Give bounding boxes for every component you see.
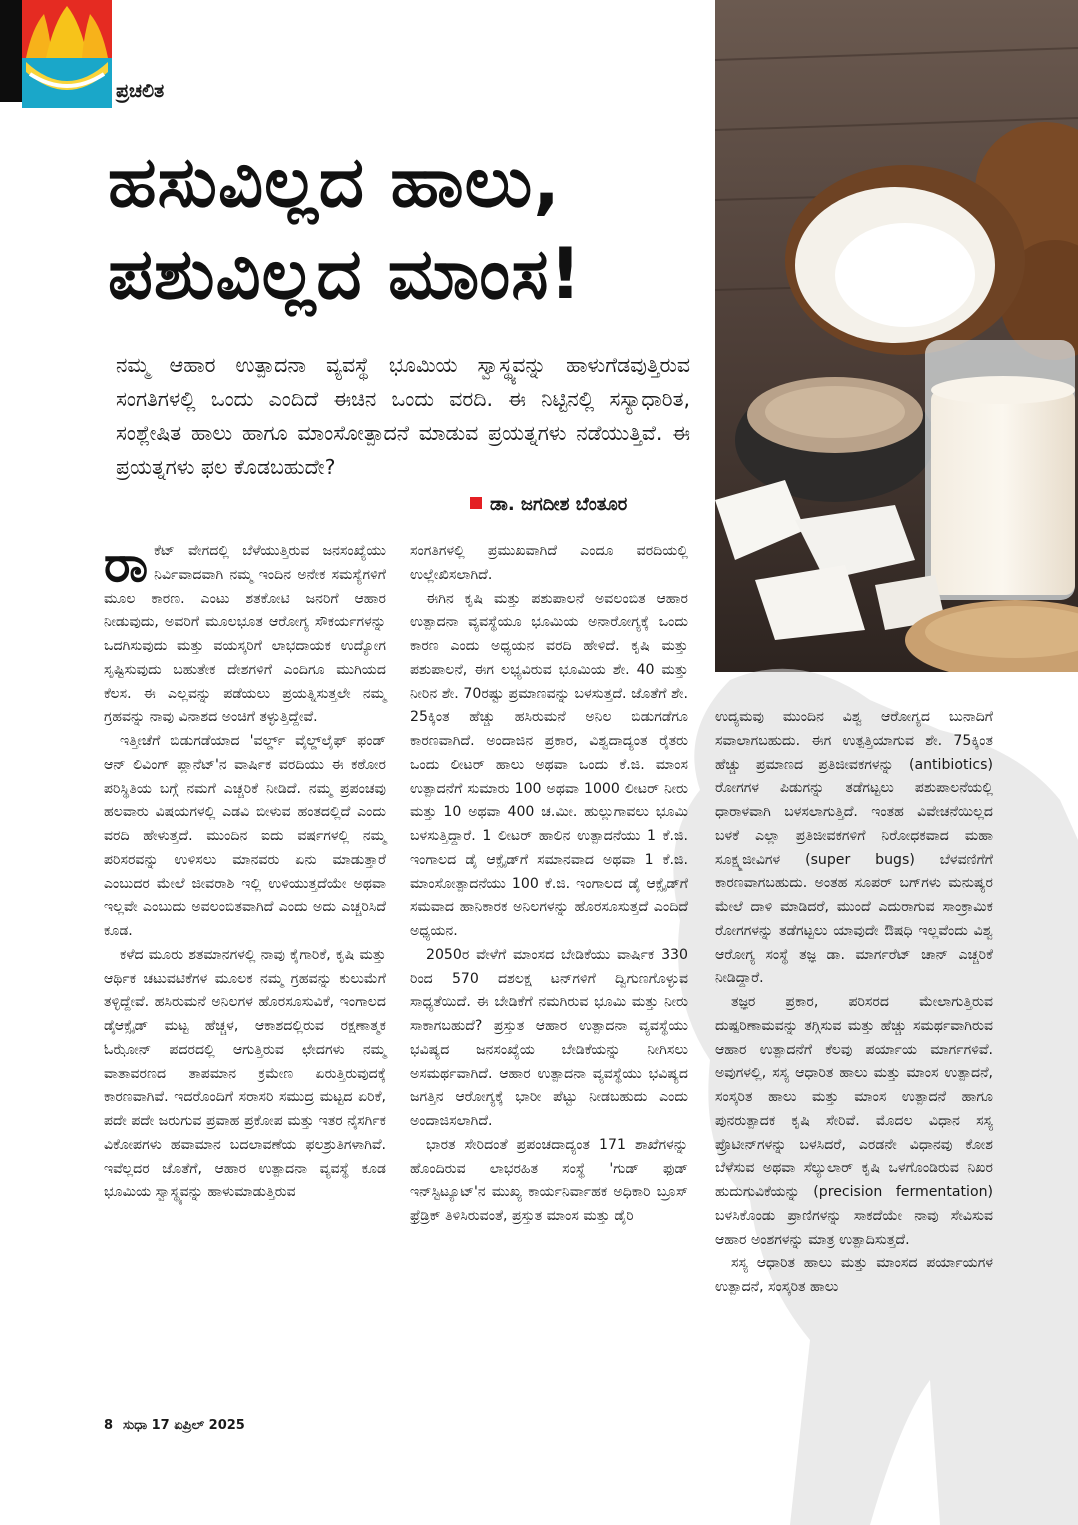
body-paragraph: ತಜ್ಞರ ಪ್ರಕಾರ, ಪರಿಸರದ ಮೇಲಾಗುತ್ತಿರುವ ದುಷ್ಪರಿಣಾಮವನ್ನು ತಗ್ಗಿಸುವ ಮತ್ತು ಹೆಚ್ಚು ಸಮರ್ಥವಾಗಿರುವ ಆಹಾರ ಉತ್ಪಾದನೆಗೆ ಕೆಲವು ಪರ್ಯಾಯ ಮಾರ್ಗಗಳಿವೆ. ಅವುಗಳಲ್ಲಿ, ಸಸ್ಯ ಆಧಾರಿತ ಹಾಲು ಮತ್ತು ಮಾಂಸ ಉತ್ಪಾದನೆ, ಸಂಸ್ಕರಿತ ಹಾಲು ಮತ್ತು ಮಾಂಸ ಉತ್ಪಾದನೆ ಹಾಗೂ ಪುನರುತ್ಪಾದಕ ಕೃಷಿ ಸೇರಿವೆ. ಮೊದಲ ವಿಧಾನ ಸಸ್ಯ ಪ್ರೊಟೀನ್‌ಗಳನ್ನು ಬಳಸಿದರೆ, ಎರಡನೇ ವಿಧಾನವು ಕೋಶ ಬೆಳೆಸುವ ಅಥವಾ ಸೆಲ್ಯುಲಾರ್ ಕೃಷಿ ಒಳಗೊಂಡಿರುವ ನಿಖರ ಹುದುಗುವಿಕೆಯನ್ನು (precision fermentation) ಬಳಸಿಕೊಂಡು ಪ್ರಾಣಿಗಳನ್ನು ಸಾಕದೆಯೇ ನಾವು ಸೇವಿಸುವ ಆಹಾರ ಅಂಶಗಳನ್ನು ಮಾತ್ರ ಉತ್ಪಾದಿಸುತ್ತದೆ. xyxy=(715,994,993,1248)
body-paragraph: ಕಳೆದ ಮೂರು ಶತಮಾನಗಳಲ್ಲಿ ನಾವು ಕೈಗಾರಿಕೆ, ಕೃಷಿ ಮತ್ತು ಆರ್ಥಿಕ ಚಟುವಟಿಕೆಗಳ ಮೂಲಕ ನಮ್ಮ ಗ್ರಹವನ್ನು ಕುಲುಮೆಗೆ ತಳ್ಳಿದ್ದೇವೆ. ಹಸಿರುಮನೆ ಅನಿಲಗಳ ಹೊರಸೂಸುವಿಕೆ, ಇಂಗಾಲದ ಡೈಆಕ್ಸೈಡ್ ಮಟ್ಟ ಹೆಚ್ಚಳ, ಆಕಾಶದಲ್ಲಿರುವ ರಕ್ಷಣಾತ್ಮಕ ಓಝೋನ್ ಪದರದಲ್ಲಿ ಆಗುತ್ತಿರುವ ಛೇದಗಳು ನಮ್ಮ ವಾತಾವರಣದ ತಾಪಮಾನ ಕ್ರಮೇಣ ಏರುತ್ತಿರುವುದಕ್ಕೆ ಕಾರಣವಾಗಿವೆ. ಇದರೊಂದಿಗೆ ಸರಾಸರಿ ಸಮುದ್ರ ಮಟ್ಟದ ಏರಿಕೆ, ಪದೇ ಪದೇ ಜರುಗುವ ಪ್ರವಾಹ ಪ್ರಕೋಪ ಮತ್ತು ಇತರ ನೈಸರ್ಗಿಕ ವಿಕೋಪಗಳು ಹವಾಮಾನ ಬದಲಾವಣೆಯ ಫಲಶ್ರುತಿಗಳಾಗಿವೆ. ಇವೆಲ್ಲದರ ಜೊತೆಗೆ, ಆಹಾರ ಉತ್ಪಾದನಾ ವ್ಯವಸ್ಥೆ ಕೂಡ ಭೂಮಿಯ ಸ್ವಾಸ್ಥ್ಯವನ್ನು ಹಾಳುಮಾಡುತ್ತಿರುವ xyxy=(104,946,386,1201)
lede-paragraph: ನಮ್ಮ ಆಹಾರ ಉತ್ಪಾದನಾ ವ್ಯವಸ್ಥೆ ಭೂಮಿಯ ಸ್ವಾಸ್ಥ್ಯವನ್ನು ಹಾಳುಗೆಡವುತ್ತಿರುವ ಸಂಗತಿಗಳಲ್ಲಿ ಒಂದು ಎಂದಿದೆ ಈಚಿನ ಒಂದು ವರದಿ. ಈ ನಿಟ್ಟಿನಲ್ಲಿ ಸಸ್ಯಾಧಾರಿತ, ಸಂಶ್ಲೇಷಿತ ಹಾಲು ಹಾಗೂ ಮಾಂಸೋತ್ಪಾದನೆ ಮಾಡುವ ಪ್ರಯತ್ನಗಳು ನಡೆಯುತ್ತಿವೆ. ಈ ಪ್ರಯತ್ನಗಳು ಫಲ ಕೊಡಬಹುದೇ? xyxy=(116,353,690,479)
body-paragraph: 2050ರ ವೇಳೆಗೆ ಮಾಂಸದ ಬೇಡಿಕೆಯು ವಾರ್ಷಿಕ 330 ರಿಂದ 570 ದಶಲಕ್ಷ ಟನ್‌ಗಳಿಗೆ ದ್ವಿಗುಣಗೊಳ್ಳುವ ಸಾಧ್ಯತೆಯಿದೆ. ಈ ಬೇಡಿಕೆಗೆ ನಮಗಿರುವ ಭೂಮಿ ಮತ್ತು ನೀರು ಸಾಕಾಗಬಹುದೆ? ಪ್ರಸ್ತುತ ಆಹಾರ ಉತ್ಪಾದನಾ ವ್ಯವಸ್ಥೆಯು ಭವಿಷ್ಯದ ಜನಸಂಖ್ಯೆಯ ಬೇಡಿಕೆಯನ್ನು ನೀಗಿಸಲು ಅಸಮರ್ಥವಾಗಿದೆ. ಆಹಾರ ಉತ್ಪಾದನಾ ವ್ಯವಸ್ಥೆಯು ಭವಿಷ್ಯದ ಜಗತ್ತಿನ ಆರೋಗ್ಯಕ್ಕೆ ಭಾರೀ ಪೆಟ್ಟು ನೀಡಬಹುದು ಎಂದು ಅಂದಾಜಿಸಲಾಗಿದೆ. xyxy=(410,946,688,1129)
body-paragraph: ಈಗಿನ ಕೃಷಿ ಮತ್ತು ಪಶುಪಾಲನೆ ಅವಲಂಬಿತ ಆಹಾರ ಉತ್ಪಾದನಾ ವ್ಯವಸ್ಥೆಯೂ ಭೂಮಿಯ ಅನಾರೋಗ್ಯಕ್ಕೆ ಒಂದು ಕಾರಣ ಎಂದು ಅಧ್ಯಯನ ವರದಿ ಹೇಳಿದೆ. ಕೃಷಿ ಮತ್ತು ಪಶುಪಾಲನೆ, ಈಗ ಲಭ್ಯವಿರುವ ಭೂಮಿಯ ಶೇ. 40 ಮತ್ತು ನೀರಿನ ಶೇ. 70ರಷ್ಟು ಪ್ರಮಾಣವನ್ನು ಬಳಸುತ್ತದೆ. ಜೊತೆಗೆ ಶೇ. 25ಕ್ಕಿಂತ ಹೆಚ್ಚು ಹಸಿರುಮನೆ ಅನಿಲ ಬಿಡುಗಡೆಗೂ ಕಾರಣವಾಗಿದೆ. ಅಂದಾಜಿನ ಪ್ರಕಾರ, ವಿಶ್ವದಾದ್ಯಂತ ರೈತರು ಒಂದು ಲೀಟರ್ ಹಾಲು ಅಥವಾ ಒಂದು ಕೆ.ಜಿ. ಮಾಂಸ ಉತ್ಪಾದನೆಗೆ ಸುಮಾರು 100 ಅಥವಾ 1000 ಲೀಟರ್ ನೀರು ಮತ್ತು 10 ಅಥವಾ 400 ಚ.ಮೀ. ಹುಲ್ಲುಗಾವಲು ಭೂಮಿ ಬಳಸುತ್ತಿದ್ದಾರೆ. 1 ಲೀಟರ್ ಹಾಲಿನ ಉತ್ಪಾದನೆಯು 1 ಕೆ.ಜಿ. ಇಂಗಾಲದ ಡೈ ಆಕ್ಸೈಡ್‌ಗೆ ಸಮಾನವಾದ ಅಥವಾ 1 ಕೆ.ಜಿ. ಮಾಂಸೋತ್ಪಾದನೆಯು 100 ಕೆ.ಜಿ. ಇಂಗಾಲದ ಡೈ ಆಕ್ಸೈಡ್‌ಗೆ ಸಮವಾದ ಹಾನಿಕಾರಕ ಅನಿಲಗಳನ್ನು ಹೊರಸೂಸುತ್ತದೆ ಎಂದಿದೆ ಅಧ್ಯಯನ. xyxy=(410,590,688,939)
article-column-3 xyxy=(715,706,993,1300)
body-paragraph: ಉದ್ಯಮವು ಮುಂದಿನ ವಿಶ್ವ ಆರೋಗ್ಯದ ಬುನಾದಿಗೆ ಸವಾಲಾಗಬಹುದು. ಈಗ ಉತ್ಪತ್ತಿಯಾಗುವ ಶೇ. 75ಕ್ಕಿಂತ ಹೆಚ್ಚು ಪ್ರಮಾಣದ ಪ್ರತಿಜೀವಕಗಳನ್ನು (antibiotics) ರೋಗಗಳ ಪಿಡುಗನ್ನು ತಡೆಗಟ್ಟಲು ಪಶುಪಾಲನೆಯಲ್ಲಿ ಧಾರಾಳವಾಗಿ ಬಳಸಲಾಗುತ್ತಿದೆ. ಇಂತಹ ವಿವೇಚನೆಯಿಲ್ಲದ ಬಳಕೆ ಎಲ್ಲಾ ಪ್ರತಿಜೀವಕಗಳಿಗೆ ನಿರೋಧಕವಾದ ಮಹಾ ಸೂಕ್ಷ್ಮಜೀವಿಗಳ (super bugs) ಬೆಳವಣಿಗೆಗೆ ಕಾರಣವಾಗಬಹುದು. ಅಂತಹ ಸೂಪರ್ ಬಗ್‌ಗಳು ಮನುಷ್ಯರ ಮೇಲೆ ದಾಳಿ ಮಾಡಿದರೆ, ಮುಂದೆ ಎದುರಾಗುವ ಸಾಂಕ್ರಾಮಿಕ ರೋಗಗಳನ್ನು ತಡೆಗಟ್ಟಲು ಯಾವುದೇ ಔಷಧಿ ಇಲ್ಲವೆಂದು ವಿಶ್ವ ಆರೋಗ್ಯ ಸಂಸ್ಥೆ ತಜ್ಞ ಡಾ. ಮಾರ್ಗರೆಟ್ ಚಾನ್ ಎಚ್ಚರಿಕೆ ನೀಡಿದ್ದಾರೆ. xyxy=(715,709,993,987)
body-paragraph: ಭಾರತ ಸೇರಿದಂತೆ ಪ್ರಪಂಚದಾದ್ಯಂತ 171 ಶಾಖೆಗಳನ್ನು ಹೊಂದಿರುವ ಲಾಭರಹಿತ ಸಂಸ್ಥೆ 'ಗುಡ್ ಫುಡ್ ಇನ್‌ಸ್ಟಿಟ್ಯೂಟ್'ನ ಮುಖ್ಯ ಕಾರ್ಯನಿರ್ವಾಹಕ ಅಧಿಕಾರಿ ಬ್ರೂಸ್ ಫ್ರೆಡ್ರಿಕ್ ತಿಳಿಸಿರುವಂತೆ, ಪ್ರಸ್ತುತ ಮಾಂಸ ಮತ್ತು ಡೈರಿ xyxy=(410,1136,688,1224)
page-footer xyxy=(104,1418,245,1433)
author-name: ಡಾ. ಜಗದೀಶ ಬೆಂತೂರ xyxy=(490,494,628,515)
body-paragraph: ಇತ್ತೀಚೆಗೆ ಬಿಡುಗಡೆಯಾದ 'ವರ್ಲ್ಡ್ ವೈಲ್ಡ್‌ಲೈಫ್ ಫಂಡ್ ಆನ್ ಲಿವಿಂಗ್ ಪ್ಲಾನೆಟ್'ನ ವಾರ್ಷಿಕ ವರದಿಯು ಈ ಕಠೋರ ಪರಿಸ್ಥಿತಿಯ ಬಗ್ಗೆ ನಮಗೆ ಎಚ್ಚರಿಕೆ ನೀಡಿದೆ. ನಮ್ಮ ಪ್ರಪಂಚವು ಹಲವಾರು ವಿಷಯಗಳಲ್ಲಿ ಎಡವಿ ಬೀಳುವ ಹಂತದಲ್ಲಿದೆ ಎಂದು ವರದಿ ಹೇಳುತ್ತದೆ. ಮುಂದಿನ ಐದು ವರ್ಷಗಳಲ್ಲಿ ನಮ್ಮ ಪರಿಸರವನ್ನು ಉಳಿಸಲು ಮಾನವರು ಏನು ಮಾಡುತ್ತಾರೆ ಎಂಬುದರ ಮೇಲೆ ಜೀವರಾಶಿ ಇಲ್ಲಿ ಉಳಿಯುತ್ತದೆಯೇ ಅಥವಾ ಇಲ್ಲವೇ ಎಂಬುದು ಅವಲಂಬಿತವಾಗಿದೆ ಎಂದು ಅದು ಎಚ್ಚರಿಸಿದೆ ಕೂಡ. xyxy=(104,733,386,939)
article-column-1 xyxy=(104,535,386,1205)
corner-tab xyxy=(0,0,22,102)
headline-line-1: ಹಸುವಿಲ್ಲದ ಹಾಲು, xyxy=(108,141,561,223)
magazine-logo xyxy=(22,0,112,108)
headline xyxy=(108,136,708,320)
issue-info: ಸುಧಾ 17 ಏಪ್ರಿಲ್ 2025 xyxy=(123,1418,245,1433)
dropcap: ರಾ xyxy=(104,535,149,593)
page-number: 8 xyxy=(104,1418,114,1433)
headline-line-2: ಪಶುವಿಲ್ಲದ ಮಾಂಸ! xyxy=(108,233,583,315)
body-paragraph: ಸಂಗತಿಗಳಲ್ಲಿ ಪ್ರಮುಖವಾಗಿದೆ ಎಂದೂ ವರದಿಯಲ್ಲಿ ಉಲ್ಲೇಖಿಸಲಾಗಿದೆ. xyxy=(410,543,688,583)
body-paragraph: ಸಸ್ಯ ಆಧಾರಿತ ಹಾಲು ಮತ್ತು ಮಾಂಸದ ಪರ್ಯಾಯಗಳ ಉತ್ಪಾದನೆ, ಸಂಸ್ಕರಿತ ಹಾಲು xyxy=(715,1255,993,1295)
red-square-bullet xyxy=(470,497,482,509)
article-column-2 xyxy=(410,540,688,1229)
coconut-milk-photo xyxy=(715,0,1078,672)
section-label: ಪ್ರಚಲಿತ xyxy=(116,80,165,102)
byline xyxy=(470,494,627,515)
body-paragraph: ಕೆಟ್ ವೇಗದಲ್ಲಿ ಬೆಳೆಯುತ್ತಿರುವ ಜನಸಂಖ್ಯೆಯು ನಿರ್ವಿವಾದವಾಗಿ ನಮ್ಮ ಇಂದಿನ ಅನೇಕ ಸಮಸ್ಯೆಗಳಿಗೆ ಮೂಲ ಕಾರಣ. ಎಂಟು ಶತಕೋಟಿ ಜನರಿಗೆ ಆಹಾರ ನೀಡುವುದು, ಅವರಿಗೆ ಮೂಲಭೂತ ಆರೋಗ್ಯ ಸೌಕರ್ಯಗಳನ್ನು ಒದಗಿಸುವುದು ಮತ್ತು ವಯಸ್ಕರಿಗೆ ಲಾಭದಾಯಕ ಉದ್ಯೋಗ ಸೃಷ್ಟಿಸುವುದು ಬಹುತೇಕ ದೇಶಗಳಿಗೆ ಎಂದಿಗೂ ಮುಗಿಯದ ಕೆಲಸ. ಈ ಎಲ್ಲವನ್ನು ಪಡೆಯಲು ಪ್ರಯತ್ನಿಸುತ್ತಲೇ ನಮ್ಮ ಗ್ರಹವನ್ನು ನಾವು ವಿನಾಶದ ಅಂಚಿಗೆ ತಳ್ಳುತ್ತಿದ್ದೇವೆ. xyxy=(104,543,386,726)
